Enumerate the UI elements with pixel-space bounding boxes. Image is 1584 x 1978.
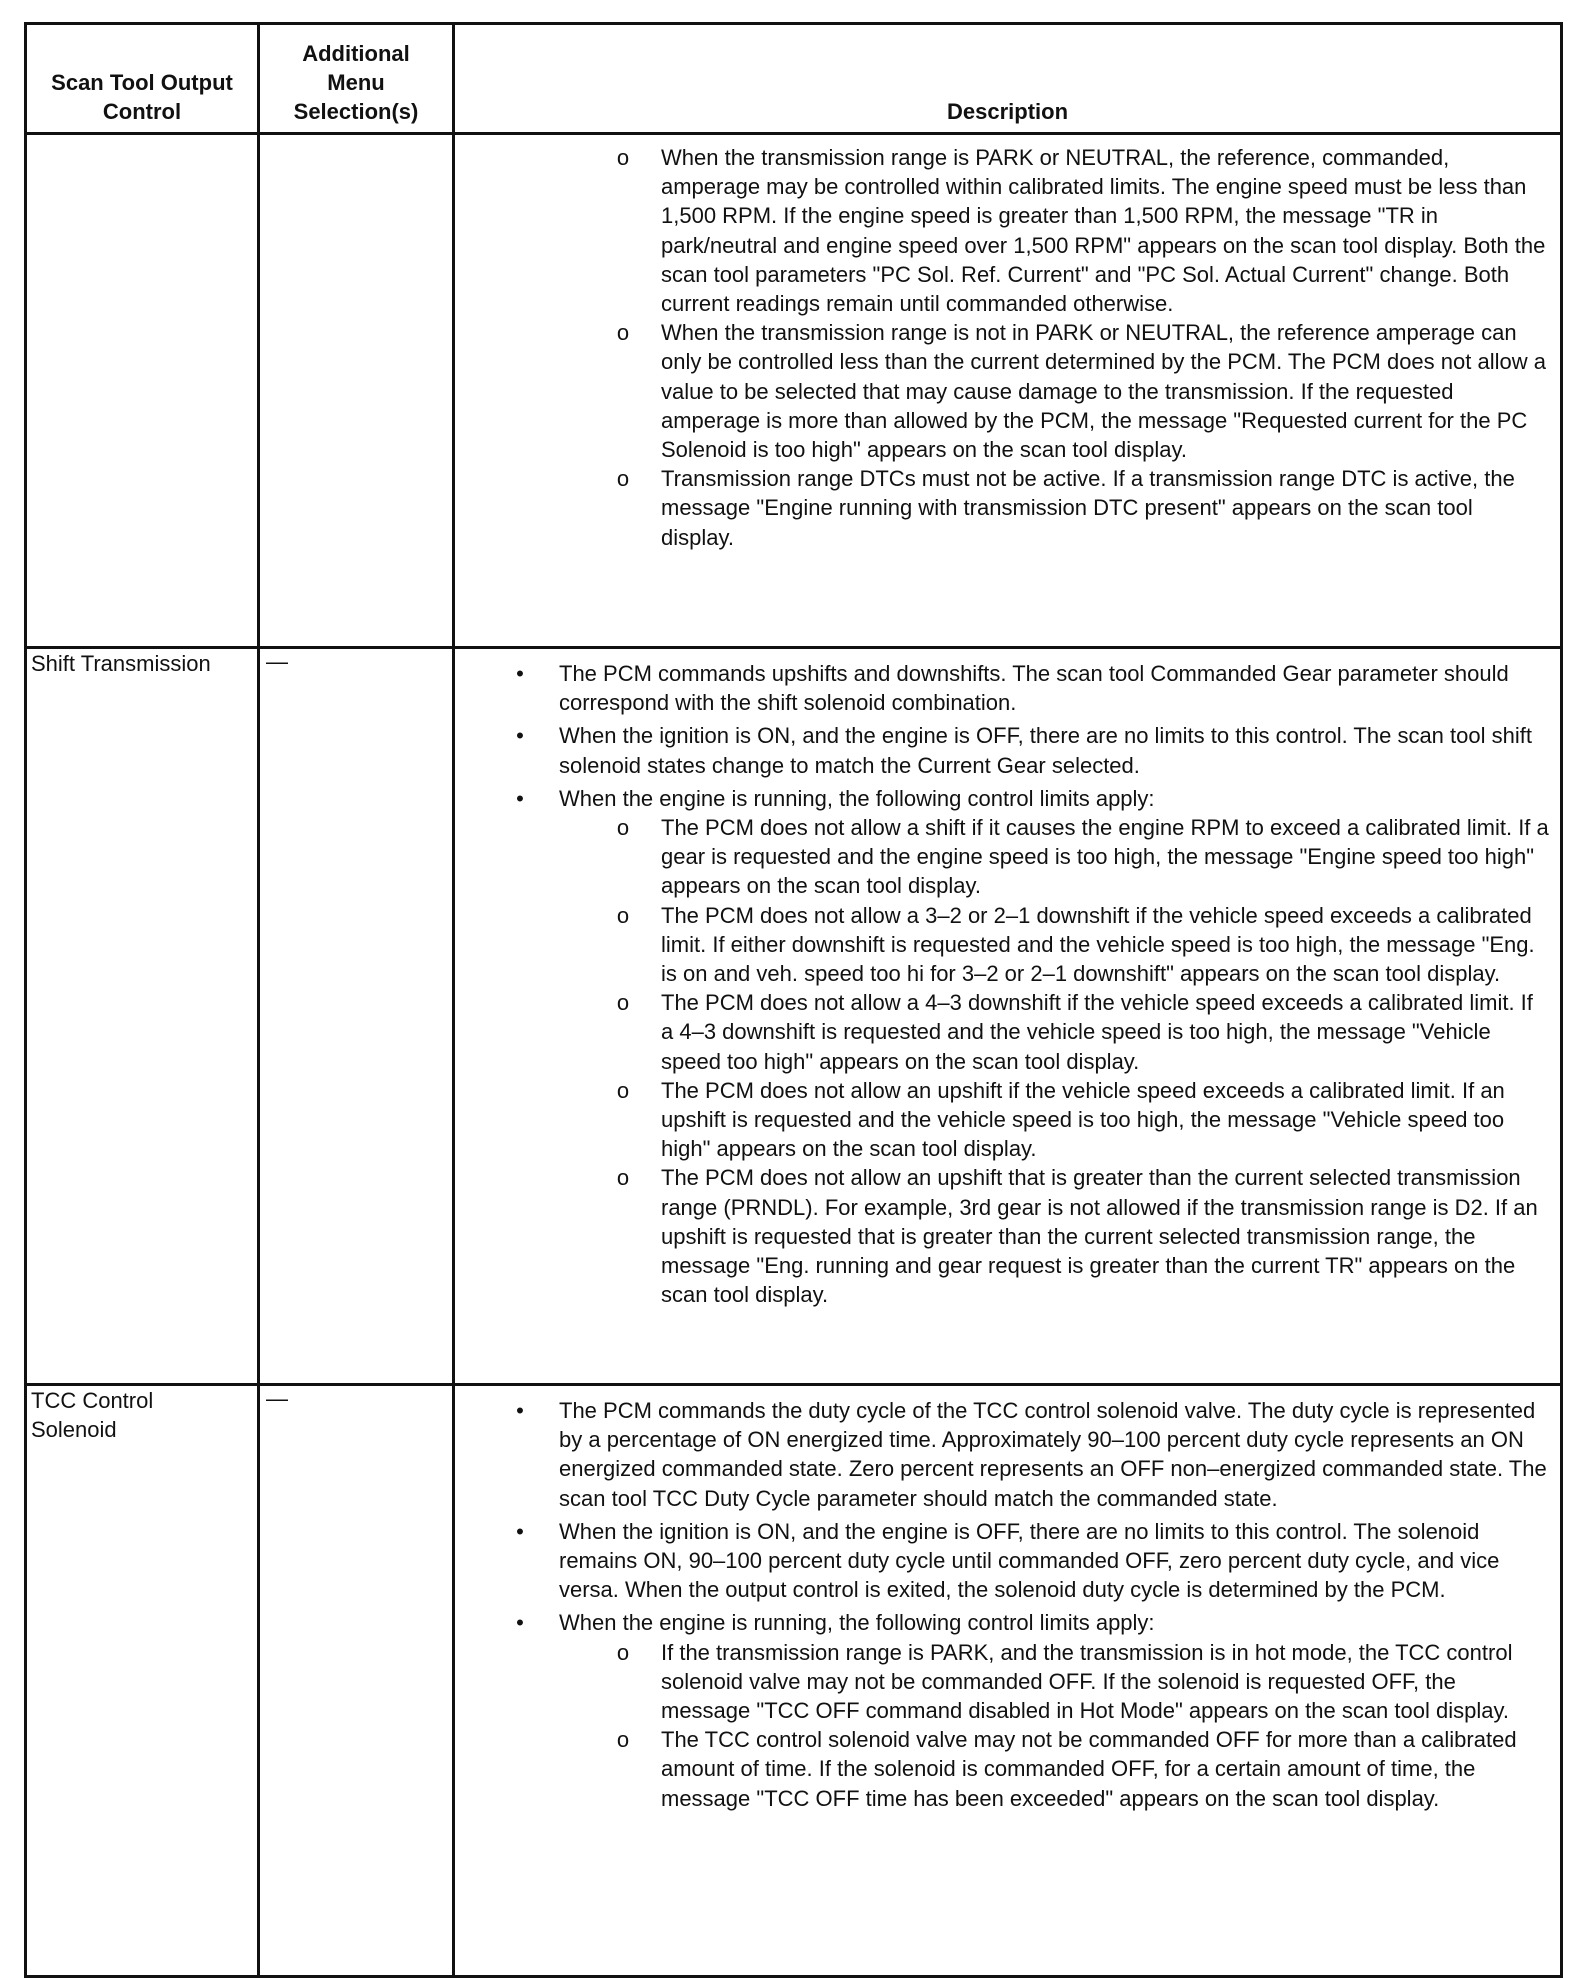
menu-selection: — xyxy=(259,1385,454,1977)
bullet-icon: • xyxy=(516,1518,524,1544)
list-item: • When the engine is running, the following control limits apply: o If the transmission range is PARK, and the transmission is in hot mode, the TCC control solenoid valve may not be commanded OFF. If the solenoid is requested OFF, the message "TCC OFF command disabled in Hot Mode" appears on the scan tool display. o The TCC control solenoid valve may not be commanded OFF for more than a calibrated amount of time. If the solenoid is commanded OFF, for a certain amount of time, the message "TCC OFF time has been exceeded" appears on the scan tool display. xyxy=(455,1608,1560,1812)
circle-bullet-icon: o xyxy=(616,1165,630,1191)
circle-bullet-icon: o xyxy=(616,466,630,492)
list-item: o The PCM does not allow a shift if it causes the engine RPM to exceed a calibrated limit. If a gear is requested and the engine speed is too high, the message "Engine speed too high" appears on the scan tool display. xyxy=(455,813,1560,901)
header-additional-menu-selections: Additional Menu Selection(s) xyxy=(259,24,454,134)
menu-selection: — xyxy=(259,648,454,1385)
circle-bullet-icon: o xyxy=(616,1077,630,1103)
table-header-row xyxy=(26,24,1562,134)
document-page xyxy=(24,22,1560,1978)
circle-bullet-icon: o xyxy=(616,902,630,928)
sub-list xyxy=(455,143,1560,552)
sub-list xyxy=(455,813,1560,1309)
bullet-list xyxy=(455,659,1560,1309)
bullet-icon: • xyxy=(516,723,524,749)
table-row-tcc-control-solenoid xyxy=(26,1385,1562,1977)
control-cell-empty xyxy=(26,134,259,648)
circle-bullet-icon: o xyxy=(616,815,630,841)
list-item: o When the transmission range is not in PARK or NEUTRAL, the reference amperage can only be controlled less than the current determined by the PCM. The PCM does not allow a value to be selected that may cause damage to the transmission. If the requested amperage is more than allowed by the PCM, the message "Requested current for the PC Solenoid is too high" appears on the scan tool display. xyxy=(455,318,1560,464)
list-item: o The PCM does not allow a 4–3 downshift if the vehicle speed exceeds a calibrated limit. If a 4–3 downshift is requested and the vehicle speed is too high, the message "Vehicle speed too high" appears on the scan tool display. xyxy=(455,988,1560,1076)
bullet-icon: • xyxy=(516,1398,524,1423)
table-row-continuation xyxy=(26,134,1562,648)
list-item: o The PCM does not allow an upshift if the vehicle speed exceeds a calibrated limit. If an upshift is requested and the vehicle speed is too high, the message "Vehicle speed too high" appears on the scan tool display. xyxy=(455,1076,1560,1164)
scan-tool-output-table xyxy=(24,22,1563,1978)
circle-bullet-icon: o xyxy=(616,145,630,170)
list-item: • The PCM commands the duty cycle of the TCC control solenoid valve. The duty cycle is represented by a percentage of ON energized time. Approximately 90–100 percent duty cycle represents an ON energized commanded state. Zero percent represents an OFF non–energized commanded state. The scan tool TCC Duty Cycle parameter should match the commanded state. xyxy=(455,1396,1560,1513)
header-scan-tool-output-control: Scan Tool Output Control xyxy=(26,24,259,134)
list-item: o The TCC control solenoid valve may not be commanded OFF for more than a calibrated amount of time. If the solenoid is commanded OFF, for a certain amount of time, the message "TCC OFF time has been exceeded" appears on the scan tool display. xyxy=(455,1725,1560,1813)
circle-bullet-icon: o xyxy=(616,990,630,1016)
table-row-shift-transmission xyxy=(26,648,1562,1385)
description-cell xyxy=(454,1385,1562,1977)
bullet-icon: • xyxy=(516,785,524,811)
description-cell xyxy=(454,648,1562,1385)
list-item: o The PCM does not allow an upshift that is greater than the current selected transmission range (PRNDL). For example, 3rd gear is not allowed if the transmission range is D2. If an upshift is requested that is greater than the current selected transmission range, the message "Eng. running and gear request is greater than the current TR" appears on the scan tool display. xyxy=(455,1163,1560,1309)
control-name: Shift Transmission xyxy=(26,648,259,1385)
list-item: • The PCM commands upshifts and downshifts. The scan tool Commanded Gear parameter should correspond with the shift solenoid combination. xyxy=(455,659,1560,717)
bullet-icon: • xyxy=(516,661,524,686)
description-cell xyxy=(454,134,1562,648)
menu-cell-empty xyxy=(259,134,454,648)
list-item: o When the transmission range is PARK or NEUTRAL, the reference, commanded, amperage may be controlled within calibrated limits. The engine speed must be less than 1,500 RPM. If the engine speed is greater than 1,500 RPM, the message "TR in park/neutral and engine speed over 1,500 RPM" appears on the scan tool display. Both the scan tool parameters "PC Sol. Ref. Current" and "PC Sol. Actual Current" change. Both current readings remain until commanded otherwise. xyxy=(455,143,1560,318)
list-item: o The PCM does not allow a 3–2 or 2–1 downshift if the vehicle speed exceeds a calibrated limit. If either downshift is requested and the vehicle speed is too high, the message "Eng. is on and veh. speed too hi for 3–2 or 2–1 downshift" appears on the scan tool display. xyxy=(455,901,1560,989)
list-item: o Transmission range DTCs must not be active. If a transmission range DTC is active, the message "Engine running with transmission DTC present" appears on the scan tool display. xyxy=(455,464,1560,552)
list-item: • When the ignition is ON, and the engine is OFF, there are no limits to this control. The scan tool shift solenoid states change to match the Current Gear selected. xyxy=(455,721,1560,779)
list-item: • When the engine is running, the following control limits apply: o The PCM does not allow a shift if it causes the engine RPM to exceed a calibrated limit. If a gear is requested and the engine speed is too high, the message "Engine speed too high" appears on the scan tool display. o The PCM does not allow a 3–2 or 2–1 downshift if the vehicle speed exceeds a calibrated limit. If either downshift is requested and the vehicle speed is too high, the message "Eng. is on and veh. speed too hi for 3–2 or 2–1 downshift" appears on the scan tool display. o The PCM does not allow a 4–3 downshift if the vehicle speed exceeds a calibrated limit. If a 4–3 downshift is requested and the vehicle speed is too high, the message "Vehicle speed too high" appears on the scan tool display. o The PCM does not allow an upshift if the vehicle speed exceeds a calibrated limit. If an upshift is requested and the vehicle speed is too high, the message "Vehicle speed too high" appears on the scan tool display. o The PCM does not allow an upshift that is greater than the current selected transmission range (PRNDL). For example, 3rd gear is not allowed if the transmission range is D2. If an upshift is requested that is greater than the current selected transmission range, the message "Eng. running and gear request is greater than the current TR" appears on the scan tool display. xyxy=(455,784,1560,1310)
header-description: Description xyxy=(454,24,1562,134)
list-item: • When the ignition is ON, and the engine is OFF, there are no limits to this control. The solenoid remains ON, 90–100 percent duty cycle until commanded OFF, zero percent duty cycle, and vice versa. When the output control is exited, the solenoid duty cycle is determined by the PCM. xyxy=(455,1517,1560,1605)
circle-bullet-icon: o xyxy=(616,1639,630,1665)
circle-bullet-icon: o xyxy=(616,1727,630,1753)
bullet-list xyxy=(455,1396,1560,1813)
list-item: o If the transmission range is PARK, and the transmission is in hot mode, the TCC control solenoid valve may not be commanded OFF. If the solenoid is requested OFF, the message "TCC OFF command disabled in Hot Mode" appears on the scan tool display. xyxy=(455,1638,1560,1726)
bullet-icon: • xyxy=(516,1610,524,1636)
control-name: TCC Control Solenoid xyxy=(26,1385,259,1977)
circle-bullet-icon: o xyxy=(616,320,630,346)
sub-list xyxy=(455,1638,1560,1813)
